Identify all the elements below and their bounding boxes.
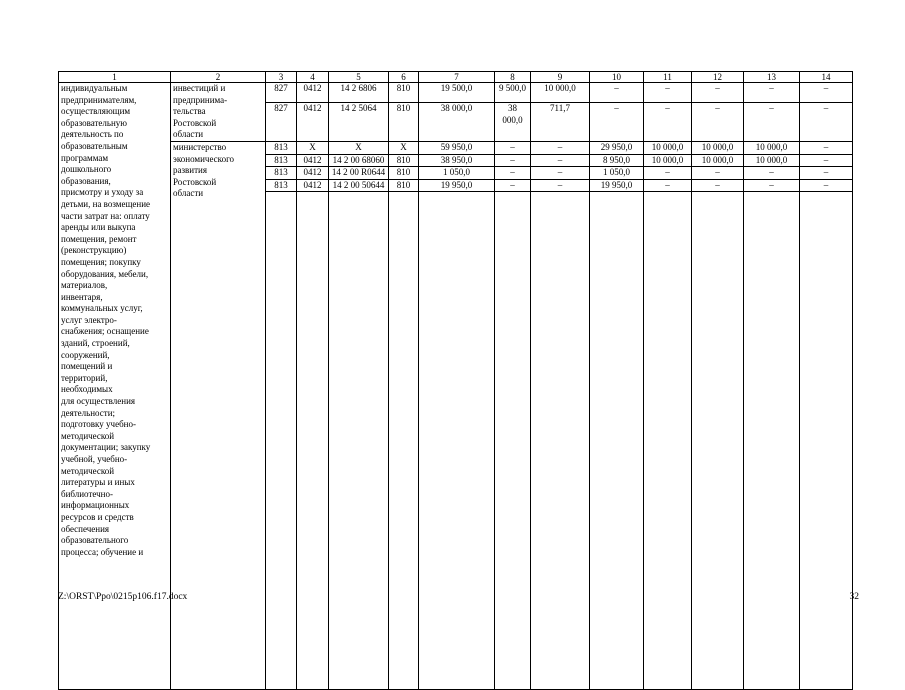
cell-text-line: процесса; обучение и: [61, 546, 144, 557]
table-cell: –: [531, 167, 590, 180]
cell-text-line: помещения, ремонт: [61, 233, 137, 244]
cell-text-line: библиотечно-: [61, 488, 113, 499]
table-cell: 19 950,0: [590, 179, 644, 192]
table-cell: –: [800, 154, 853, 167]
empty-cell: [297, 192, 329, 690]
table-cell: –: [692, 83, 744, 103]
table-cell: 813: [266, 154, 297, 167]
table-cell: X: [389, 141, 419, 154]
table-cell: –: [644, 167, 692, 180]
cell-text-line: детьми, на возмещение: [61, 198, 151, 209]
table-cell: –: [590, 103, 644, 142]
cell-text-line: аренды или выкупа: [61, 222, 136, 233]
table-row: [59, 141, 853, 154]
table-cell: –: [531, 141, 590, 154]
table-cell: –: [800, 103, 853, 142]
table-cell: 10 000,0: [531, 83, 590, 103]
cell-text-line: снабжения; оснащение: [61, 326, 149, 337]
column-number: 13: [744, 72, 800, 83]
table-cell: –: [495, 167, 531, 180]
table-cell: –: [590, 83, 644, 103]
table-cell: 59 950,0: [419, 141, 495, 154]
column-number: 8: [495, 72, 531, 83]
cell-text-line: министерство: [173, 141, 227, 152]
empty-cell: [389, 192, 419, 690]
cell-text-line: материалов,: [61, 280, 108, 291]
table-cell: –: [744, 103, 800, 142]
table-cell: 813: [266, 141, 297, 154]
table-cell: –: [800, 179, 853, 192]
table-cell: 827: [266, 83, 297, 103]
cell-text-line: образовательную: [61, 117, 128, 128]
cell-text-line: для осуществления: [61, 396, 136, 407]
table-cell: 810: [389, 103, 419, 142]
table-cell: –: [531, 154, 590, 167]
table-cell: –: [692, 167, 744, 180]
table-cell: –: [495, 154, 531, 167]
table-cell: 19 950,0: [419, 179, 495, 192]
table-cell: –: [495, 141, 531, 154]
table-cell: 38 000,0: [419, 103, 495, 142]
table-cell: –: [495, 179, 531, 192]
column-number: 9: [531, 72, 590, 83]
table-cell: 810: [389, 154, 419, 167]
table-cell: X: [297, 141, 329, 154]
cell-text-line: оборудования, мебели,: [61, 268, 149, 279]
empty-cell: [419, 192, 495, 690]
cell-text-line: образовательным: [61, 140, 128, 151]
empty-cell: [590, 192, 644, 690]
page-number: 32: [849, 592, 859, 602]
table-cell: 0412: [297, 179, 329, 192]
table-cell: –: [744, 167, 800, 180]
cell-text-line: образовательного: [61, 535, 129, 546]
table-cell: 1 050,0: [590, 167, 644, 180]
cell-text-line: Ростовской: [173, 117, 217, 128]
cell-text-line: документации; закупку: [61, 442, 151, 453]
table-cell: 14 2 5064: [329, 103, 389, 142]
cell-text-line: информационных: [61, 500, 130, 511]
table-cell: 813: [266, 167, 297, 180]
table-cell: –: [800, 141, 853, 154]
column-number: 6: [389, 72, 419, 83]
table-cell: 9 500,0: [495, 83, 531, 103]
cell-text-line: области: [173, 129, 204, 140]
empty-cell: [692, 192, 744, 690]
empty-cell: [531, 192, 590, 690]
table-cell: 810: [389, 83, 419, 103]
table-cell: 38 000,0: [495, 103, 531, 142]
cell-text-line: инвентаря,: [61, 291, 103, 302]
table-cell: 14 2 6806: [329, 83, 389, 103]
cell-text-line: обеспечения: [61, 523, 110, 534]
column-number: 14: [800, 72, 853, 83]
cell-text-line: предпринима-: [173, 94, 228, 105]
table-cell: 810: [389, 179, 419, 192]
cell-text-line: помещения; покупку: [61, 256, 141, 267]
empty-cell: [266, 192, 297, 690]
cell-text-line: ресурсов и средств: [61, 511, 134, 522]
cell-text-line: Ростовской: [173, 176, 217, 187]
table-cell: 19 500,0: [419, 83, 495, 103]
table-cell: 1 050,0: [419, 167, 495, 180]
table-cell: 10 000,0: [744, 154, 800, 167]
empty-cell: [800, 192, 853, 690]
column-number: 1: [59, 72, 171, 83]
cell-text-line: осуществляющим: [61, 106, 131, 117]
column-number: 12: [692, 72, 744, 83]
table-cell: –: [800, 167, 853, 180]
cell-text-line: присмотру и уходу за: [61, 187, 144, 198]
column-number: 2: [171, 72, 266, 83]
cell-text-line: развития: [173, 165, 208, 176]
table-cell: 8 950,0: [590, 154, 644, 167]
column-number: 3: [266, 72, 297, 83]
cell-text-line: части затрат на: оплату: [61, 210, 150, 221]
table-cell: 0412: [297, 167, 329, 180]
cell-text-line: предпринимателям,: [61, 94, 137, 105]
table-cell: –: [644, 103, 692, 142]
table-cell: 0412: [297, 103, 329, 142]
column-number: 7: [419, 72, 495, 83]
table-cell: 10 000,0: [744, 141, 800, 154]
cell-text-line: экономического: [173, 153, 235, 164]
cell-text-line: тельства: [173, 106, 206, 117]
table-cell: –: [692, 103, 744, 142]
cell-text-line: услуг электро-: [61, 314, 117, 325]
empty-cell: [329, 192, 389, 690]
column-number: 11: [644, 72, 692, 83]
cell-text-line: помещений и: [61, 361, 113, 372]
table-cell: 711,7: [531, 103, 590, 142]
empty-cell: [644, 192, 692, 690]
table-cell: 38 950,0: [419, 154, 495, 167]
cell-text-line: необходимых: [61, 384, 113, 395]
table-cell: 14 2 00 R0644: [329, 167, 389, 180]
table-cell: –: [744, 83, 800, 103]
cell-text-line: дошкольного: [61, 164, 112, 175]
table-cell: –: [744, 179, 800, 192]
cell-text-line: сооружений,: [61, 349, 110, 360]
table-cell: 827: [266, 103, 297, 142]
table-cell: 10 000,0: [692, 154, 744, 167]
cell-text-line: образования,: [61, 175, 111, 186]
table-cell: –: [692, 179, 744, 192]
empty-cell: [495, 192, 531, 690]
table-row: [59, 83, 853, 103]
cell-text-line: подготовку учебно-: [61, 419, 136, 430]
column-number-row: [59, 72, 853, 83]
table-cell: 14 2 00 68060: [329, 154, 389, 167]
cell-text-line: деятельности;: [61, 407, 116, 418]
table-cell: 810: [389, 167, 419, 180]
cell-text-line: (реконструкцию): [61, 245, 127, 256]
column-number: 10: [590, 72, 644, 83]
column-number: 5: [329, 72, 389, 83]
table-cell: –: [644, 179, 692, 192]
table-cell: 10 000,0: [692, 141, 744, 154]
responsible-executor-cell: [171, 83, 266, 142]
document-path: Z:\ORST\Ppo\0215p106.f17.docx: [58, 592, 188, 602]
cell-text-line: деятельность по: [61, 129, 124, 140]
cell-text-line: методической: [61, 465, 115, 476]
table-cell: 10 000,0: [644, 141, 692, 154]
cell-text-line: коммунальных услуг,: [61, 303, 143, 314]
cell-text-line: инвестиций и: [173, 83, 226, 93]
cell-text-line: области: [173, 188, 204, 199]
cell-text-line: зданий, строений,: [61, 338, 130, 349]
responsible-executor-cell: [171, 141, 266, 689]
table-cell: 813: [266, 179, 297, 192]
cell-text-line: программам: [61, 152, 109, 163]
cell-text-line: индивидуальным: [61, 83, 128, 93]
table-cell: –: [800, 83, 853, 103]
cell-text-line: методической: [61, 430, 115, 441]
table-cell: –: [644, 83, 692, 103]
cell-text-line: литературы и иных: [61, 477, 135, 488]
table-cell: 10 000,0: [644, 154, 692, 167]
table-cell: 0412: [297, 83, 329, 103]
table-cell: 29 950,0: [590, 141, 644, 154]
table-cell: 0412: [297, 154, 329, 167]
cell-text-line: территорий,: [61, 372, 108, 383]
table-cell: 14 2 00 50644: [329, 179, 389, 192]
cell-text-line: учебной, учебно-: [61, 454, 128, 464]
column-number: 4: [297, 72, 329, 83]
empty-cell: [744, 192, 800, 690]
table-cell: –: [531, 179, 590, 192]
table-cell: X: [329, 141, 389, 154]
